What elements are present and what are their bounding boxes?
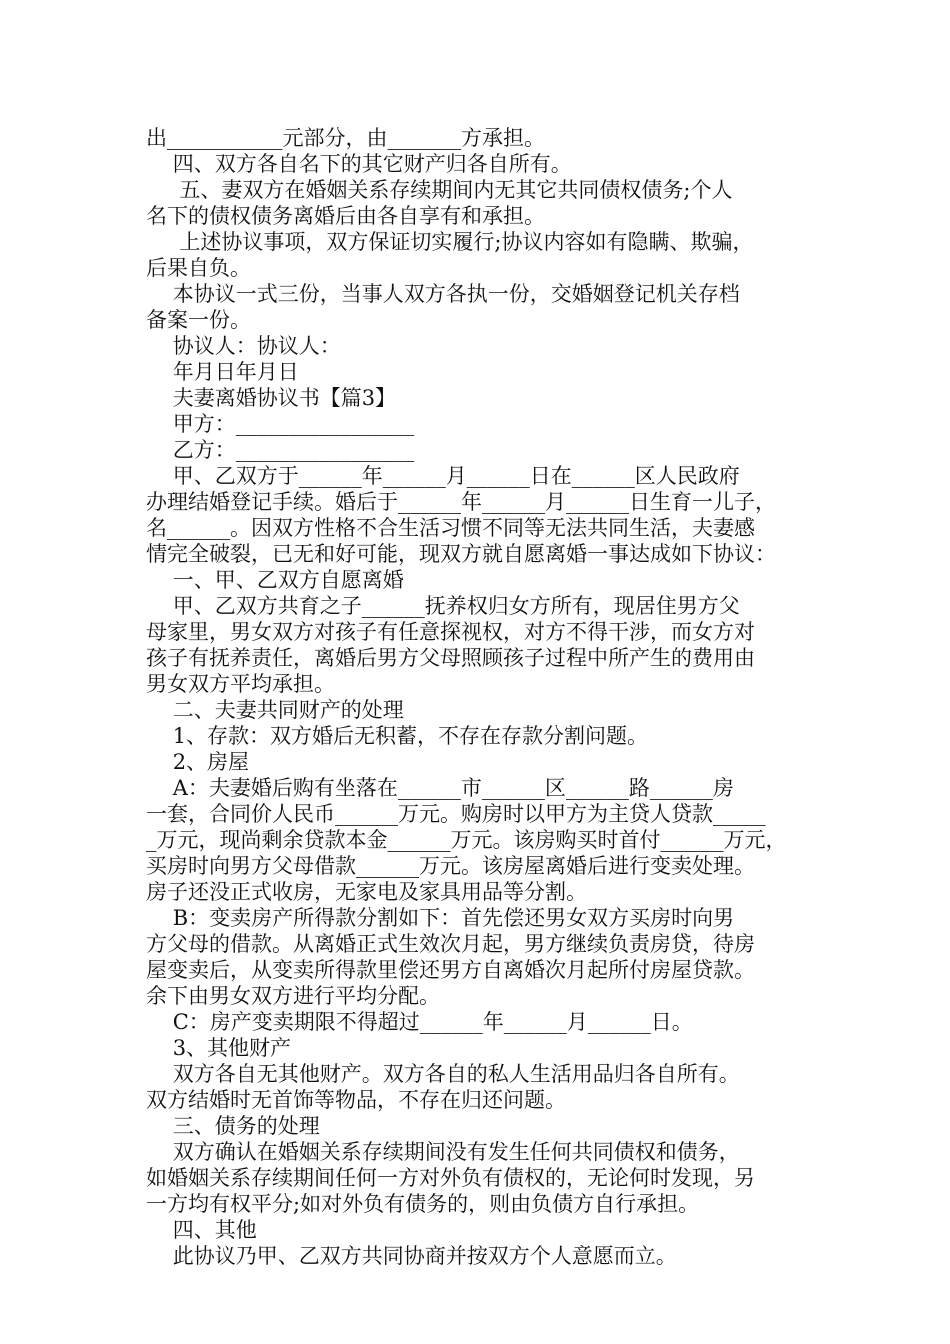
text-line: 协议人：协议人： bbox=[146, 334, 341, 358]
text-line: 备案一份。 bbox=[146, 308, 251, 332]
text-line: 余下由男女双方进行平均分配。 bbox=[146, 984, 440, 1008]
clause-heading: 3、其他财产 bbox=[146, 1036, 292, 1060]
text-line: 本协议一式三份，当事人双方各执一份，交婚姻登记机关存档 bbox=[146, 282, 740, 306]
text-line: 上述协议事项，双方保证切实履行;协议内容如有隐瞒、欺骗， bbox=[146, 230, 754, 254]
clause-heading: 三、债务的处理 bbox=[146, 1114, 320, 1138]
clause-heading: 二、夫妻共同财产的处理 bbox=[146, 698, 404, 722]
text-line: C：房产变卖期限不得超过______年______月______日。 bbox=[146, 1010, 693, 1034]
clause-heading: 一、甲、乙双方自愿离婚 bbox=[146, 568, 404, 592]
text-line: 孩子有抚养责任，离婚后男方父母照顾孩子过程中所产生的费用由 bbox=[146, 646, 755, 670]
text-line: 方父母的借款。从离婚正式生效次月起，男方继续负责房贷，待房 bbox=[146, 932, 755, 956]
text-line: 此协议乃甲、乙双方共同协商并按双方个人意愿而立。 bbox=[146, 1244, 677, 1268]
text-line: 年月日年月日 bbox=[146, 360, 299, 384]
text-line: 1、存款：双方婚后无积蓄，不存在存款分割问题。 bbox=[146, 724, 649, 748]
text-line: 如婚姻关系存续期间任何一方对外负有债权的，无论何时发现，另 bbox=[146, 1166, 755, 1190]
section-heading: 夫妻离婚协议书【篇3】 bbox=[146, 386, 397, 410]
clause-heading: 四、其他 bbox=[146, 1218, 257, 1242]
party-a-line: 甲方：_________________ bbox=[146, 412, 415, 436]
party-b-line: 乙方：_________________ bbox=[146, 438, 415, 462]
text-line: 一套，合同价人民币______万元。购房时以甲方为主贷人贷款_____ bbox=[146, 802, 766, 826]
text-line: 情完全破裂，已无和好可能，现双方就自愿离婚一事达成如下协议： bbox=[146, 542, 776, 566]
text-line: _万元，现尚剩余贷款本金______万元。该房购买时首付______万元， bbox=[146, 828, 787, 852]
text-line: 办理结婚登记手续。婚后于______年______月______日生育一儿子， bbox=[146, 490, 776, 514]
text-line: B：变卖房产所得款分割如下：首先偿还男女双方买房时向男 bbox=[146, 906, 735, 930]
text-line: 后果自负。 bbox=[146, 256, 251, 280]
text-line: 双方确认在婚姻关系存续期间没有发生任何共同债权和债务， bbox=[146, 1140, 740, 1164]
text-line: 甲、乙双方于______年______月______日在______区人民政府 bbox=[146, 464, 740, 488]
text-line: 屋变卖后，从变卖所得款里偿还男方自离婚次月起所付房屋贷款。 bbox=[146, 958, 755, 982]
text-line: 出___________元部分，由_______方承担。 bbox=[146, 126, 545, 150]
clause-heading: 2、房屋 bbox=[146, 750, 250, 774]
text-line: 名______。因双方性格不合生活习惯不同等无法共同生活，夫妻感 bbox=[146, 516, 755, 540]
text-line: 双方结婚时无首饰等物品，不存在归还问题。 bbox=[146, 1088, 566, 1112]
text-line: 五、妻双方在婚姻关系存续期间内无其它共同债权债务;个人 bbox=[146, 178, 733, 202]
text-line: 买房时向男方父母借款______万元。该房屋离婚后进行变卖处理。 bbox=[146, 854, 755, 878]
text-line: 房子还没正式收房，无家电及家具用品等分割。 bbox=[146, 880, 587, 904]
text-line: A：夫妻婚后购有坐落在______市______区______路______房 bbox=[146, 776, 734, 800]
text-line: 男女双方平均承担。 bbox=[146, 672, 335, 696]
text-line: 四、双方各自名下的其它财产归各自所有。 bbox=[146, 152, 572, 176]
text-line: 甲、乙双方共育之子______抚养权归女方所有，现居住男方父 bbox=[146, 594, 740, 618]
text-line: 双方各自无其他财产。双方各自的私人生活用品归各自所有。 bbox=[146, 1062, 740, 1086]
text-line: 一方均有权平分;如对外负有债务的，则由负债方自行承担。 bbox=[146, 1192, 700, 1216]
text-line: 母家里，男女双方对孩子有任意探视权，对方不得干涉，而女方对 bbox=[146, 620, 755, 644]
text-line: 名下的债权债务离婚后由各自享有和承担。 bbox=[146, 204, 545, 228]
